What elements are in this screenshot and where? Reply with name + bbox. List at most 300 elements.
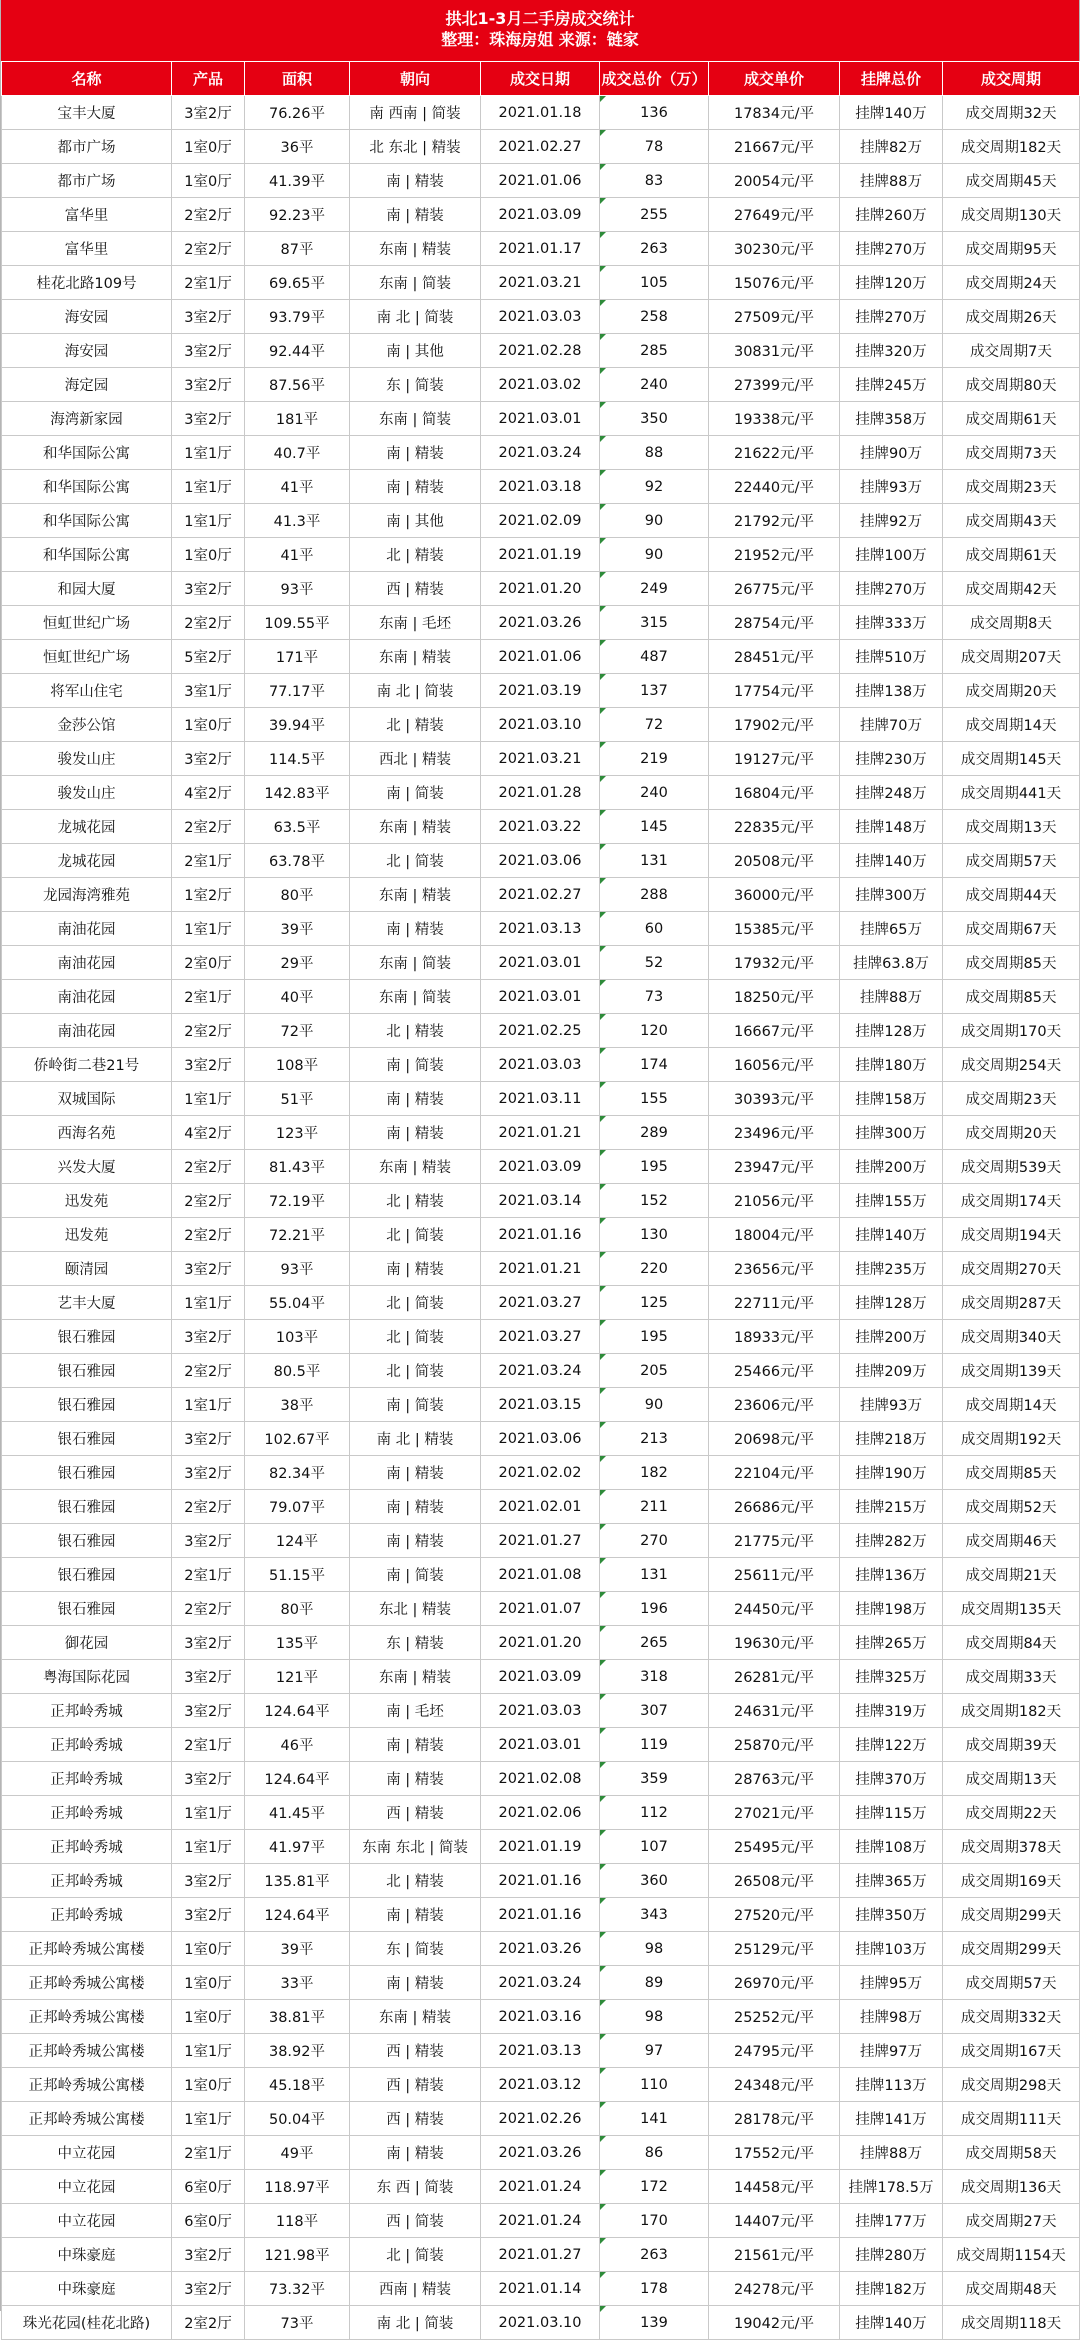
cell-deal-date: 2021.02.02 [481,1456,600,1490]
cell-deal-date: 2021.02.01 [481,1490,600,1524]
cell-total-price: 318 [600,1660,709,1694]
cell-total-price: 172 [600,2170,709,2204]
cell-name: 龙城花园 [2,844,172,878]
cell-name: 骏发山庄 [2,742,172,776]
cell-deal-date: 2021.01.19 [481,1830,600,1864]
cell-list-price: 挂牌180万 [840,1048,943,1082]
cell-area: 87平 [245,232,350,266]
cell-orientation: 东南 | 精装 [350,232,481,266]
cell-area: 39.94平 [245,708,350,742]
cell-deal-date: 2021.01.27 [481,1524,600,1558]
cell-list-price: 挂牌320万 [840,334,943,368]
cell-name: 御花园 [2,1626,172,1660]
cell-product: 3室2厅 [172,1660,245,1694]
cell-name: 恒虹世纪广场 [2,640,172,674]
cell-deal-cycle: 成交周期95天 [943,232,1080,266]
cell-unit-price: 25495元/平 [709,1830,840,1864]
cell-orientation: 北 | 精装 [350,538,481,572]
cell-area: 123平 [245,1116,350,1150]
cell-total-price: 110 [600,2068,709,2102]
cell-unit-price: 16667元/平 [709,1014,840,1048]
cell-deal-date: 2021.03.11 [481,1082,600,1116]
cell-area: 72平 [245,1014,350,1048]
cell-name: 金莎公馆 [2,708,172,742]
cell-name: 南油花园 [2,1014,172,1048]
cell-name: 正邦岭秀城 [2,1898,172,1932]
table-row [2,946,1080,980]
cell-area: 114.5平 [245,742,350,776]
cell-deal-cycle: 成交周期20天 [943,674,1080,708]
cell-orientation: 南 北 | 简装 [350,300,481,334]
cell-name: 侨岭街二巷21号 [2,1048,172,1082]
column-header-list-price: 挂牌总价 [840,62,943,96]
cell-area: 109.55平 [245,606,350,640]
cell-list-price: 挂牌148万 [840,810,943,844]
cell-list-price: 挂牌365万 [840,1864,943,1898]
cell-area: 80平 [245,1592,350,1626]
cell-deal-date: 2021.03.22 [481,810,600,844]
cell-list-price: 挂牌100万 [840,538,943,572]
cell-deal-cycle: 成交周期43天 [943,504,1080,538]
cell-unit-price: 36000元/平 [709,878,840,912]
cell-list-price: 挂牌88万 [840,164,943,198]
cell-deal-cycle: 成交周期42天 [943,572,1080,606]
cell-total-price: 97 [600,2034,709,2068]
cell-list-price: 挂牌260万 [840,198,943,232]
cell-orientation: 东南 | 精装 [350,640,481,674]
cell-area: 41.39平 [245,164,350,198]
cell-deal-date: 2021.01.17 [481,232,600,266]
cell-unit-price: 16056元/平 [709,1048,840,1082]
cell-product: 6室0厅 [172,2204,245,2238]
cell-total-price: 307 [600,1694,709,1728]
cell-unit-price: 26281元/平 [709,1660,840,1694]
cell-name: 中立花园 [2,2170,172,2204]
cell-list-price: 挂牌155万 [840,1184,943,1218]
cell-orientation: 南 | 精装 [350,1898,481,1932]
cell-total-price: 119 [600,1728,709,1762]
cell-deal-date: 2021.03.26 [481,606,600,640]
cell-orientation: 南 | 精装 [350,1966,481,2000]
cell-unit-price: 22711元/平 [709,1286,840,1320]
column-header-name: 名称 [2,62,172,96]
cell-deal-cycle: 成交周期21天 [943,1558,1080,1592]
cell-deal-date: 2021.03.26 [481,2136,600,2170]
cell-list-price: 挂牌93万 [840,470,943,504]
cell-deal-cycle: 成交周期39天 [943,1728,1080,1762]
cell-total-price: 52 [600,946,709,980]
table-row [2,1592,1080,1626]
cell-name: 都市广场 [2,164,172,198]
cell-product: 1室1厅 [172,1082,245,1116]
table-row [2,1932,1080,1966]
cell-product: 1室0厅 [172,130,245,164]
table-row [2,980,1080,1014]
cell-deal-cycle: 成交周期48天 [943,2272,1080,2306]
cell-unit-price: 19042元/平 [709,2306,840,2340]
cell-deal-date: 2021.03.01 [481,1728,600,1762]
cell-list-price: 挂牌115万 [840,1796,943,1830]
cell-list-price: 挂牌113万 [840,2068,943,2102]
cell-list-price: 挂牌136万 [840,1558,943,1592]
cell-unit-price: 25129元/平 [709,1932,840,1966]
cell-deal-cycle: 成交周期13天 [943,810,1080,844]
cell-unit-price: 28451元/平 [709,640,840,674]
cell-name: 中立花园 [2,2136,172,2170]
cell-area: 49平 [245,2136,350,2170]
cell-total-price: 92 [600,470,709,504]
cell-deal-cycle: 成交周期332天 [943,2000,1080,2034]
cell-orientation: 南 | 精装 [350,198,481,232]
cell-orientation: 南 | 毛坯 [350,1694,481,1728]
cell-unit-price: 15076元/平 [709,266,840,300]
cell-total-price: 90 [600,538,709,572]
cell-orientation: 东南 | 简装 [350,402,481,436]
cell-area: 103平 [245,1320,350,1354]
cell-total-price: 131 [600,844,709,878]
cell-product: 1室1厅 [172,1286,245,1320]
cell-name: 银石雅园 [2,1422,172,1456]
cell-total-price: 90 [600,504,709,538]
cell-total-price: 263 [600,2238,709,2272]
cell-deal-date: 2021.03.15 [481,1388,600,1422]
cell-deal-cycle: 成交周期14天 [943,708,1080,742]
cell-deal-cycle: 成交周期52天 [943,1490,1080,1524]
cell-name: 正邦岭秀城公寓楼 [2,2034,172,2068]
cell-product: 3室2厅 [172,300,245,334]
table-row [2,1966,1080,2000]
cell-deal-date: 2021.03.03 [481,300,600,334]
cell-product: 3室2厅 [172,1524,245,1558]
cell-orientation: 南 | 精装 [350,470,481,504]
cell-product: 2室1厅 [172,2136,245,2170]
cell-unit-price: 24631元/平 [709,1694,840,1728]
cell-deal-date: 2021.01.24 [481,2170,600,2204]
cell-orientation: 东南 东北 | 简装 [350,1830,481,1864]
cell-deal-cycle: 成交周期20天 [943,1116,1080,1150]
cell-orientation: 东南 | 简装 [350,946,481,980]
cell-orientation: 南 | 精装 [350,1082,481,1116]
cell-deal-cycle: 成交周期13天 [943,1762,1080,1796]
cell-orientation: 北 | 简装 [350,2238,481,2272]
cell-deal-cycle: 成交周期169天 [943,1864,1080,1898]
cell-unit-price: 24348元/平 [709,2068,840,2102]
cell-deal-cycle: 成交周期182天 [943,130,1080,164]
cell-orientation: 东南 | 精装 [350,878,481,912]
cell-total-price: 73 [600,980,709,1014]
cell-name: 正邦岭秀城公寓楼 [2,1966,172,2000]
cell-total-price: 219 [600,742,709,776]
cell-product: 3室2厅 [172,742,245,776]
cell-orientation: 南 | 精装 [350,912,481,946]
cell-unit-price: 21622元/平 [709,436,840,470]
cell-product: 3室2厅 [172,402,245,436]
cell-deal-date: 2021.03.01 [481,946,600,980]
table-row [2,810,1080,844]
cell-area: 135.81平 [245,1864,350,1898]
cell-name: 颐清园 [2,1252,172,1286]
cell-total-price: 90 [600,1388,709,1422]
table-row [2,1898,1080,1932]
cell-deal-cycle: 成交周期23天 [943,470,1080,504]
cell-orientation: 北 | 精装 [350,708,481,742]
cell-unit-price: 26775元/平 [709,572,840,606]
cell-area: 81.43平 [245,1150,350,1184]
cell-unit-price: 28178元/平 [709,2102,840,2136]
cell-product: 3室2厅 [172,1694,245,1728]
cell-list-price: 挂牌140万 [840,2306,943,2340]
cell-deal-date: 2021.03.03 [481,1694,600,1728]
cell-orientation: 南 | 精装 [350,1524,481,1558]
cell-product: 1室0厅 [172,2000,245,2034]
cell-unit-price: 25870元/平 [709,1728,840,1762]
cell-total-price: 89 [600,1966,709,2000]
cell-product: 1室0厅 [172,538,245,572]
table-row [2,1626,1080,1660]
cell-unit-price: 20698元/平 [709,1422,840,1456]
cell-total-price: 285 [600,334,709,368]
cell-list-price: 挂牌510万 [840,640,943,674]
cell-area: 108平 [245,1048,350,1082]
cell-product: 1室1厅 [172,2102,245,2136]
cell-orientation: 东北 | 精装 [350,1592,481,1626]
cell-unit-price: 27509元/平 [709,300,840,334]
cell-area: 124.64平 [245,1694,350,1728]
table-row [2,572,1080,606]
cell-deal-date: 2021.02.26 [481,2102,600,2136]
cell-total-price: 88 [600,436,709,470]
cell-product: 4室2厅 [172,776,245,810]
cell-area: 76.26平 [245,96,350,130]
cell-total-price: 196 [600,1592,709,1626]
cell-list-price: 挂牌98万 [840,2000,943,2034]
cell-product: 4室2厅 [172,1116,245,1150]
table-row [2,1320,1080,1354]
cell-unit-price: 19127元/平 [709,742,840,776]
table-row [2,1286,1080,1320]
cell-area: 46平 [245,1728,350,1762]
cell-area: 135平 [245,1626,350,1660]
cell-list-price: 挂牌215万 [840,1490,943,1524]
table-row [2,164,1080,198]
cell-name: 中珠豪庭 [2,2272,172,2306]
cell-deal-cycle: 成交周期84天 [943,1626,1080,1660]
cell-list-price: 挂牌265万 [840,1626,943,1660]
cell-deal-cycle: 成交周期73天 [943,436,1080,470]
cell-area: 41.45平 [245,1796,350,1830]
cell-area: 79.07平 [245,1490,350,1524]
cell-product: 3室2厅 [172,2272,245,2306]
cell-deal-date: 2021.03.09 [481,1660,600,1694]
table-row [2,300,1080,334]
cell-unit-price: 23656元/平 [709,1252,840,1286]
cell-total-price: 83 [600,164,709,198]
cell-area: 80平 [245,878,350,912]
cell-product: 1室0厅 [172,708,245,742]
cell-deal-cycle: 成交周期135天 [943,1592,1080,1626]
cell-unit-price: 25466元/平 [709,1354,840,1388]
cell-unit-price: 21952元/平 [709,538,840,572]
table-row [2,912,1080,946]
cell-deal-date: 2021.01.28 [481,776,600,810]
cell-area: 63.78平 [245,844,350,878]
cell-area: 93平 [245,1252,350,1286]
cell-deal-date: 2021.03.16 [481,2000,600,2034]
cell-orientation: 南 | 精装 [350,1252,481,1286]
table-row [2,2034,1080,2068]
cell-orientation: 北 | 精装 [350,1184,481,1218]
cell-deal-date: 2021.03.06 [481,1422,600,1456]
cell-deal-date: 2021.01.07 [481,1592,600,1626]
cell-total-price: 343 [600,1898,709,1932]
table-row [2,1864,1080,1898]
cell-list-price: 挂牌270万 [840,300,943,334]
cell-area: 51平 [245,1082,350,1116]
table-row [2,1354,1080,1388]
cell-deal-cycle: 成交周期22天 [943,1796,1080,1830]
cell-orientation: 南 | 精装 [350,1490,481,1524]
cell-deal-cycle: 成交周期45天 [943,164,1080,198]
cell-unit-price: 14458元/平 [709,2170,840,2204]
cell-unit-price: 15385元/平 [709,912,840,946]
cell-unit-price: 27520元/平 [709,1898,840,1932]
cell-unit-price: 20508元/平 [709,844,840,878]
table-row [2,2068,1080,2102]
cell-unit-price: 18004元/平 [709,1218,840,1252]
cell-list-price: 挂牌270万 [840,232,943,266]
cell-total-price: 195 [600,1150,709,1184]
cell-product: 3室2厅 [172,1456,245,1490]
table-row [2,2272,1080,2306]
cell-deal-date: 2021.02.06 [481,1796,600,1830]
cell-unit-price: 24795元/平 [709,2034,840,2068]
cell-orientation: 东南 | 简装 [350,266,481,300]
table-row [2,674,1080,708]
cell-area: 124.64平 [245,1762,350,1796]
cell-unit-price: 17754元/平 [709,674,840,708]
cell-deal-cycle: 成交周期270天 [943,1252,1080,1286]
cell-orientation: 北 | 简装 [350,1218,481,1252]
cell-area: 55.04平 [245,1286,350,1320]
cell-list-price: 挂牌128万 [840,1014,943,1048]
cell-deal-date: 2021.01.16 [481,1218,600,1252]
cell-product: 1室1厅 [172,1388,245,1422]
cell-orientation: 东南 | 精装 [350,810,481,844]
cell-product: 3室2厅 [172,1898,245,1932]
table-row [2,606,1080,640]
transactions-table [1,61,1080,2340]
cell-name: 正邦岭秀城 [2,1728,172,1762]
cell-unit-price: 30831元/平 [709,334,840,368]
cell-unit-price: 21667元/平 [709,130,840,164]
cell-total-price: 120 [600,1014,709,1048]
cell-product: 1室1厅 [172,470,245,504]
cell-unit-price: 20054元/平 [709,164,840,198]
cell-deal-date: 2021.01.18 [481,96,600,130]
cell-name: 海安园 [2,300,172,334]
cell-orientation: 东南 | 简装 [350,980,481,1014]
cell-unit-price: 23947元/平 [709,1150,840,1184]
cell-list-price: 挂牌300万 [840,878,943,912]
cell-unit-price: 25611元/平 [709,1558,840,1592]
table-row [2,1456,1080,1490]
cell-deal-date: 2021.01.20 [481,572,600,606]
cell-name: 银石雅园 [2,1388,172,1422]
cell-deal-date: 2021.03.24 [481,1354,600,1388]
cell-area: 171平 [245,640,350,674]
table-row [2,266,1080,300]
cell-orientation: 南 | 简装 [350,1388,481,1422]
cell-list-price: 挂牌93万 [840,1388,943,1422]
cell-name: 迅发苑 [2,1184,172,1218]
cell-unit-price: 23606元/平 [709,1388,840,1422]
cell-name: 正邦岭秀城公寓楼 [2,2102,172,2136]
cell-name: 迅发苑 [2,1218,172,1252]
cell-deal-cycle: 成交周期57天 [943,844,1080,878]
cell-area: 45.18平 [245,2068,350,2102]
cell-name: 银石雅园 [2,1354,172,1388]
cell-name: 恒虹世纪广场 [2,606,172,640]
cell-deal-date: 2021.02.08 [481,1762,600,1796]
table-row [2,1388,1080,1422]
cell-orientation: 西南 | 精装 [350,2272,481,2306]
cell-deal-date: 2021.03.14 [481,1184,600,1218]
cell-product: 2室2厅 [172,2306,245,2340]
cell-orientation: 南 | 精装 [350,2136,481,2170]
cell-list-price: 挂牌158万 [840,1082,943,1116]
cell-deal-cycle: 成交周期1154天 [943,2238,1080,2272]
column-header-product: 产品 [172,62,245,96]
table-row [2,1150,1080,1184]
cell-product: 2室2厅 [172,1184,245,1218]
cell-name: 中立花园 [2,2204,172,2238]
cell-total-price: 72 [600,708,709,742]
cell-deal-cycle: 成交周期174天 [943,1184,1080,1218]
cell-total-price: 145 [600,810,709,844]
cell-total-price: 178 [600,2272,709,2306]
cell-deal-cycle: 成交周期14天 [943,1388,1080,1422]
cell-orientation: 东 | 简装 [350,368,481,402]
cell-area: 38平 [245,1388,350,1422]
cell-orientation: 南 | 其他 [350,504,481,538]
cell-area: 87.56平 [245,368,350,402]
cell-name: 和华国际公寓 [2,538,172,572]
cell-deal-cycle: 成交周期80天 [943,368,1080,402]
cell-orientation: 北 | 简装 [350,1354,481,1388]
cell-product: 1室0厅 [172,164,245,198]
cell-total-price: 263 [600,232,709,266]
cell-product: 2室1厅 [172,844,245,878]
cell-total-price: 359 [600,1762,709,1796]
cell-deal-cycle: 成交周期85天 [943,946,1080,980]
cell-orientation: 南 | 精装 [350,1728,481,1762]
cell-deal-date: 2021.03.10 [481,2306,600,2340]
table-row [2,130,1080,164]
cell-deal-date: 2021.03.27 [481,1286,600,1320]
cell-orientation: 西 | 精装 [350,572,481,606]
cell-deal-cycle: 成交周期61天 [943,402,1080,436]
cell-product: 1室0厅 [172,1966,245,2000]
cell-name: 正邦岭秀城公寓楼 [2,2068,172,2102]
cell-list-price: 挂牌108万 [840,1830,943,1864]
cell-unit-price: 17902元/平 [709,708,840,742]
cell-list-price: 挂牌103万 [840,1932,943,1966]
cell-orientation: 南 西南 | 简装 [350,96,481,130]
cell-deal-cycle: 成交周期32天 [943,96,1080,130]
cell-name: 银石雅园 [2,1592,172,1626]
cell-name: 艺丰大厦 [2,1286,172,1320]
cell-deal-date: 2021.01.16 [481,1864,600,1898]
